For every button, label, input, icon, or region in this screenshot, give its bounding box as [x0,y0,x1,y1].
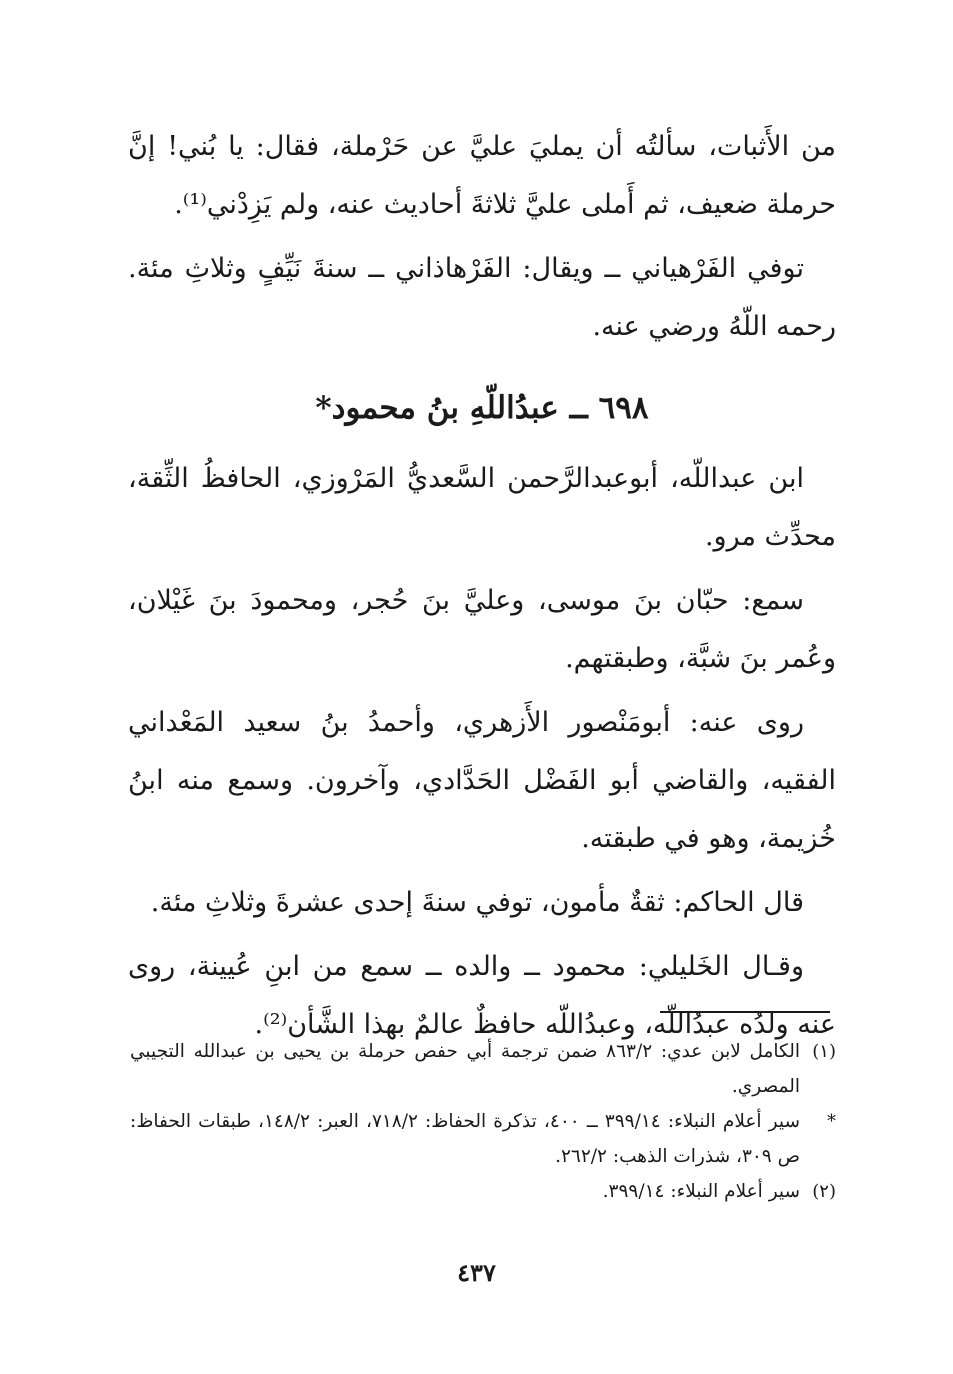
footnote-text: الكامل لابن عدي: ٨٦٣/٢ ضمن ترجمة أبي حفص حرملة بن يحيى بن عبدالله التجيبي المصري. [130,1041,801,1097]
paragraph-death-note: توفي الفَرْهياني ــ ويقال: الفَرْهاذاني ــ سنةَ نَيِّفٍ وثلاثِ مئة. رحمه اللّهُ ورضي عنه. [128,253,836,342]
footnote-mark: (٢) [812,1181,836,1202]
paragraph-khalili-quote: وقـال الخَليلي: محمود ــ والده ــ سمع من ابنِ عُيينة، روى عنه ولدُه عبدُاللّه، وعبدُاللّه حافظٌ عالمٌ بهذا الشَّأن⁽²⁾. [128,951,836,1040]
paragraph-heard-from: سمع: حبّان بنَ موسى، وعليَّ بنَ حُجر، ومحمودَ بنَ غَيْلان، وعُمر بنَ شبَّة، وطبقتهم. [128,585,836,674]
page-number: ٤٣٧ [457,1258,496,1287]
paragraph-narrated-by: روى عنه: أبومَنْصور الأَزهري، وأحمدُ بنُ سعيد المَعْداني الفقيه، والقاضي أبو الفَضْل الحَدَّادي، وآخرون. وسمع منه ابنُ خُزيمة، وهو في طبقته. [128,707,836,854]
paragraph-hakim-quote: قال الحاكم: ثقةٌ مأمون، توفي سنةَ إحدى عشرةَ وثلاثِ مئة. [150,887,804,918]
footnote-separator [660,1011,830,1013]
paragraph-continuation: من الأَثبات، سألتُه أن يمليَ عليَّ عن حَرْملة، فقال: يا بُني! إنَّ حرملة ضعيف، ثم أَملى عليَّ ثلاثةَ أحاديث عنه، ولم يَزِدْني⁽¹⁾. [128,131,836,220]
footnote-text: سير أعلام النبلاء: ٣٩٩/١٤. [602,1181,800,1202]
entry-heading: ٦٩٨ ــ عبدُاللّهِ بنُ محمود* [315,390,649,426]
footnotes [130,1034,836,1209]
footnote-item [130,1034,836,1104]
footnote-mark: * [827,1111,836,1132]
page-body [128,118,836,1054]
footnote-item [130,1174,836,1209]
footnote-text: سير أعلام النبلاء: ٣٩٩/١٤ ــ ٤٠٠، تذكرة الحفاظ: ٧١٨/٢، العبر: ١٤٨/٢، طبقات الحفاظ: ص ٣٠٩، شذرات الذهب: ٢٦٢/٢. [130,1111,800,1167]
paragraph-lineage: ابن عبداللّه، أبوعبدالرَّحمن السَّعديُّ المَرْوزي، الحافظُ الثِّقة، محدِّث مرو. [128,463,836,552]
footnote-mark: (١) [812,1041,836,1062]
footnote-item [130,1104,836,1174]
